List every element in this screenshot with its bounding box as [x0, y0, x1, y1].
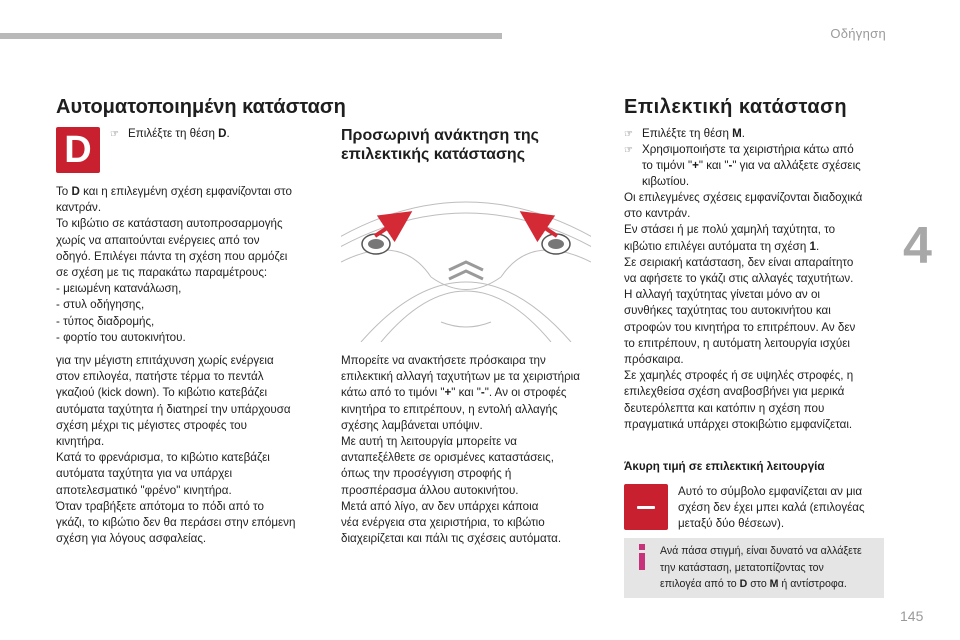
manual-paragraph: Οι επιλεγμένες σχέσεις εμφανίζονται διαδοχικά στο καντράν. Εν στάσει ή με πολύ χαμηλή ταχύτητα, το κιβώτιο επιλέγει αυτόματα τη σχέση 1. Σε σειριακή κατάσταση, δεν είναι απαραίτητο να αφήσετε το γκάζι στις αλλαγές ταχυτήτων. Η αλλαγή ταχύτητας γίνεται μόνο αν οι συνθήκες ταχύτητας του αυτοκινήτου και στροφών του κινητήρα το επιτρέπουν. Αν δεν το επιτρέπουν, η αυτόματη λειτουργία ισχύει πρόσκαιρα. Σε χαμηλές στροφές ή σε υψηλές στροφές, η επιλεχθείσα σχέση αναβοσβήνει για μερικά δευτερόλεπτα και κατόπιν η σχέση που πραγματικά υπάρχει στοκιβώτιο εμφανίζεται. — [624, 191, 863, 431]
pointing-hand-icon: ☞ — [110, 129, 119, 140]
manual-bullet-2-end: κιβωτίου. — [642, 175, 690, 188]
section-label: Οδήγηση — [830, 26, 886, 41]
temporary-paragraph: Μπορείτε να ανακτήσετε πρόσκαιρα την επιλεκτική αλλαγή ταχυτήτων με τα χειριστήρια κάτω από το τιμόνι "+" και "-". Αν οι στροφές κινητήρα το επιτρέπουν, η εντολή αλλαγής σχέσης λαμβάνεται υπόψιν. Με αυτή τη λειτουργία μπορείτε να ανταπεξέλθετε σε ορισμένες καταστάσεις, όπως την προσέγγιση στροφής ή προσπέρασμα άλλου αυτοκινήτου. Μετά από λίγο, αν δεν υπάρχει κάποια νέα ενέργεια στα χειριστήρια, το κιβώτιο διαχειρίζεται και πάλι τις σχέσεις αυτόματα. — [341, 354, 580, 546]
manual-mode-title: Επιλεκτική κατάσταση — [624, 96, 848, 118]
paddle-plus-icon — [533, 220, 570, 254]
header-bar — [0, 33, 502, 39]
pointing-hand-icon: ☞ — [624, 129, 633, 140]
invalid-value-text: Αυτό το σύμβολο εμφανίζεται αν μια σχέση δεν έχει μπει καλά (επιλογέας μεταξύ δύο θέσεων). — [678, 485, 865, 531]
auto-paragraph-2: για την μέγιστη επιτάχυνση χωρίς ενέργεια στον επιλογέα, πατήστε τέρμα το πεντάλ γκαζιού (kick down). Το κιβώτιο κατεβάζει αυτόματα ταχύτητα ή διατηρεί την υπάρχουσα σχέση μέχρι τις μέγιστες στροφές του κινητήρα. Κατά το φρενάρισμα, το κιβώτιο κατεβάζει αυτόματα ταχύτητα για να υπάρχει αποτελεσματικό "φρένο" κινητήρα. Όταν τραβήξετε απότομα το πόδι από το γκάζι, το κιβώτιο δεν θα περάσει στην επόμενη σχέση για λόγους ασφαλείας. — [56, 354, 296, 546]
chevron-logo — [449, 262, 483, 279]
auto-bullet: ☞ Επιλέξτε τη θέση D. — [110, 126, 230, 143]
steering-wheel-illustration — [341, 182, 591, 342]
info-icon — [634, 544, 650, 570]
chapter-number: 4 — [903, 217, 932, 275]
invalid-value-heading: Άκυρη τιμή σε επιλεκτική λειτουργία — [624, 460, 825, 473]
manual-bullet-2: ☞ Χρησιμοποιήστε τα χειριστήρια κάτω από — [624, 142, 854, 159]
temporary-mode-title: Προσωρινή ανάκτηση της επιλεκτικής κατάστασης — [341, 127, 539, 163]
pointing-hand-icon: ☞ — [624, 145, 633, 156]
invalid-gear-icon — [624, 484, 668, 530]
info-note — [624, 538, 884, 598]
page-number: 145 — [900, 608, 924, 624]
auto-paragraph-1: Το D και η επιλεγμένη σχέση εμφανίζονται στο καντράν. Το κιβώτιο σε κατάσταση αυτοπροσαρμογής χωρίς να απαιτούνται ενέργειες από τον οδηγό. Επιλέγει πάντα τη σχέση που αρμόζει σε σχέση με τις παρακάτω παραμέτρους: - μειωμένη κατανάλωση, - στυλ οδήγησης, - τύπος διαδρομής, - φορτίο του αυτοκινήτου. — [56, 185, 292, 344]
manual-bullet-2-cont: το τιμόνι "+" και "-" για να αλλάξετε σχέσεις — [642, 159, 861, 172]
info-text: Ανά πάσα στιγμή, είναι δυνατό να αλλάξετε την κατάσταση, μετατοπίζοντας τον επιλογέα από το D στο M ή αντίστροφα. — [660, 545, 862, 590]
d-mode-icon: D — [56, 127, 100, 173]
manual-bullet-1: ☞ Επιλέξτε τη θέση M. — [624, 126, 745, 143]
auto-mode-title: Αυτοματοποιημένη κατάσταση — [56, 96, 346, 118]
paddle-minus-icon — [362, 220, 399, 254]
